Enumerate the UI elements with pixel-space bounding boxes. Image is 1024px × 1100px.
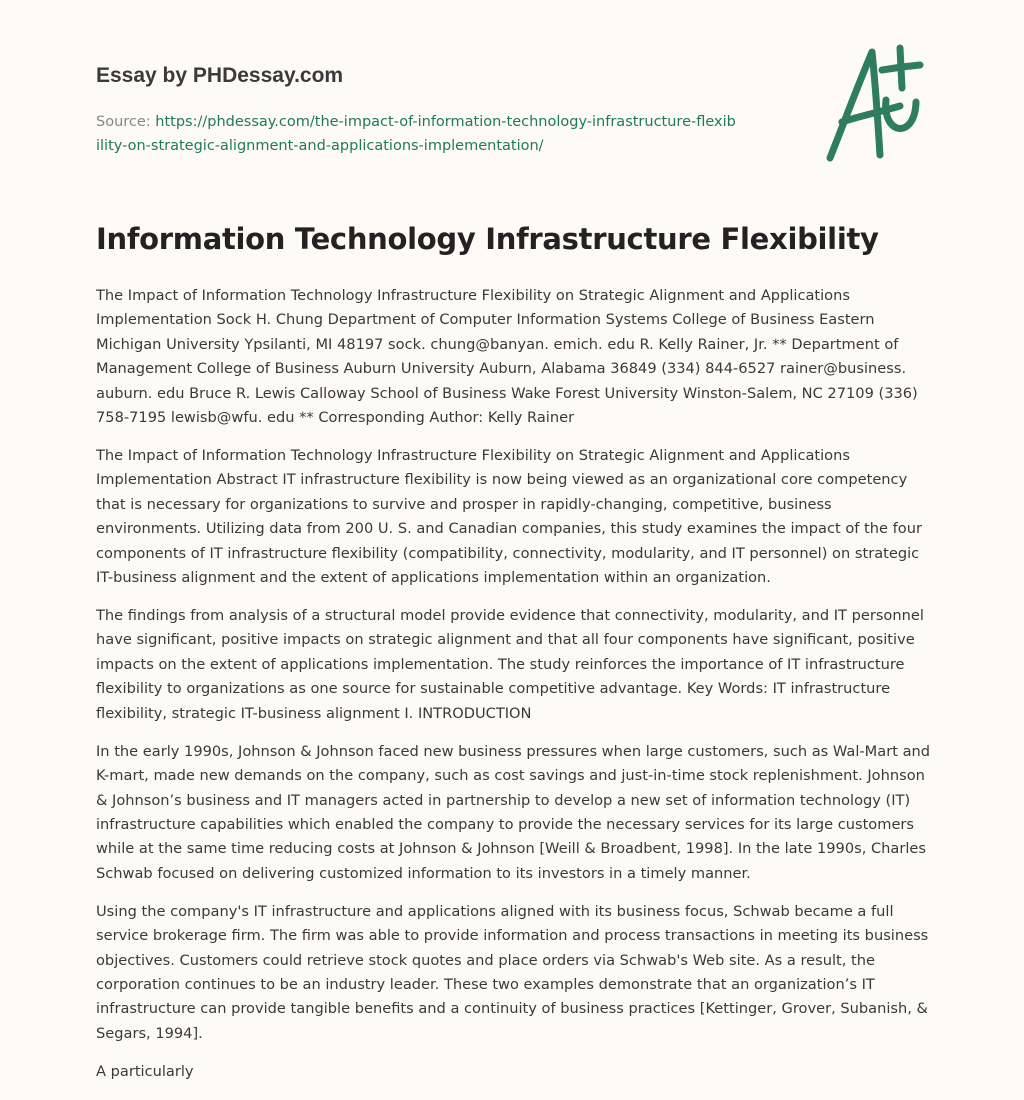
article-body (96, 284, 936, 1098)
paragraph: The Impact of Information Technology Infrastructure Flexibility on Strategic Alignment and Applications Implementation Sock H. Chung Department of Computer Information Systems College of Business Eastern Michigan University Ypsilanti, MI 48197 sock. chung@banyan. emich. edu R. Kelly Rainer, Jr. ** Department of Management College of Business Auburn University Auburn, Alabama 36849 (334) 844-6527 rainer@business. auburn. edu Bruce R. Lewis Calloway School of Business Wake Forest University Winston-Salem, NC 27109 (336) 758-7195 lewisb@wfu. edu ** Corresponding Author: Kelly Rainer (96, 287, 918, 427)
article-title: Information Technology Infrastructure Flexibility (96, 222, 879, 256)
site-title: Essay by PHDessay.com (96, 64, 344, 87)
paragraph: In the early 1990s, Johnson & Johnson faced new business pressures when large customers, such as Wal-Mart and K-mart, made new demands on the company, such as cost savings and just-in-time stock replenishment. Johnson & Johnson’s business and IT managers acted in partnership to develop a new set of information technology (IT) infrastructure capabilities which enabled the company to provide the necessary services for its large customers while at the same time reducing costs at Johnson & Johnson [Weill & Broadbent, 1998]. In the late 1990s, Charles Schwab focused on delivering customized information to its investors in a timely manner. (96, 742, 931, 882)
paragraph: The findings from analysis of a structural model provide evidence that connectivity, modularity, and IT personnel have significant, positive impacts on strategic alignment and that all four components have significant, positive impacts on the extent of applications implementation. The study reinforces the importance of IT infrastructure flexibility to organizations as one source for sustainable competitive advantage. Key Words: IT infrastructure flexibility, strategic IT-business alignment I. INTRODUCTION (96, 607, 924, 722)
paragraph: The Impact of Information Technology Infrastructure Flexibility on Strategic Alignment and Applications Implementation Abstract IT infrastructure flexibility is now being viewed as an organizational core competency that is necessary for organizations to survive and prosper in rapidly-changing, competitive, business environments. Utilizing data from 200 U. S. and Canadian companies, this study examines the impact of the four components of IT infrastructure flexibility (compatibility, connectivity, modularity, and IT personnel) on strategic IT-business alignment and the extent of applications implementation within an organization. (96, 447, 922, 587)
source-label: Source: (96, 114, 151, 130)
paragraph: A particularly (96, 1062, 194, 1080)
paragraph: Using the company's IT infrastructure and applications aligned with its business focus, Schwab became a full service brokerage firm. The firm was able to provide information and process transactions in meeting its business objectives. Customers could retrieve stock quotes and place orders via Schwab's Web site. As a result, the corporation continues to be an industry leader. These two examples demonstrate that an organization’s IT infrastructure can provide tangible benefits and a continuity of business practices [Kettinger, Grover, Subanish, & Segars, 1994]. (96, 902, 929, 1042)
source-line (96, 110, 736, 158)
page-header (96, 64, 736, 158)
source-link[interactable]: https://phdessay.com/the-impact-of-information-technology-infrastructure-flexibility-on-strategic-alignment-and-applications-implementation/ (96, 114, 736, 154)
a-plus-logo-icon (820, 40, 930, 165)
